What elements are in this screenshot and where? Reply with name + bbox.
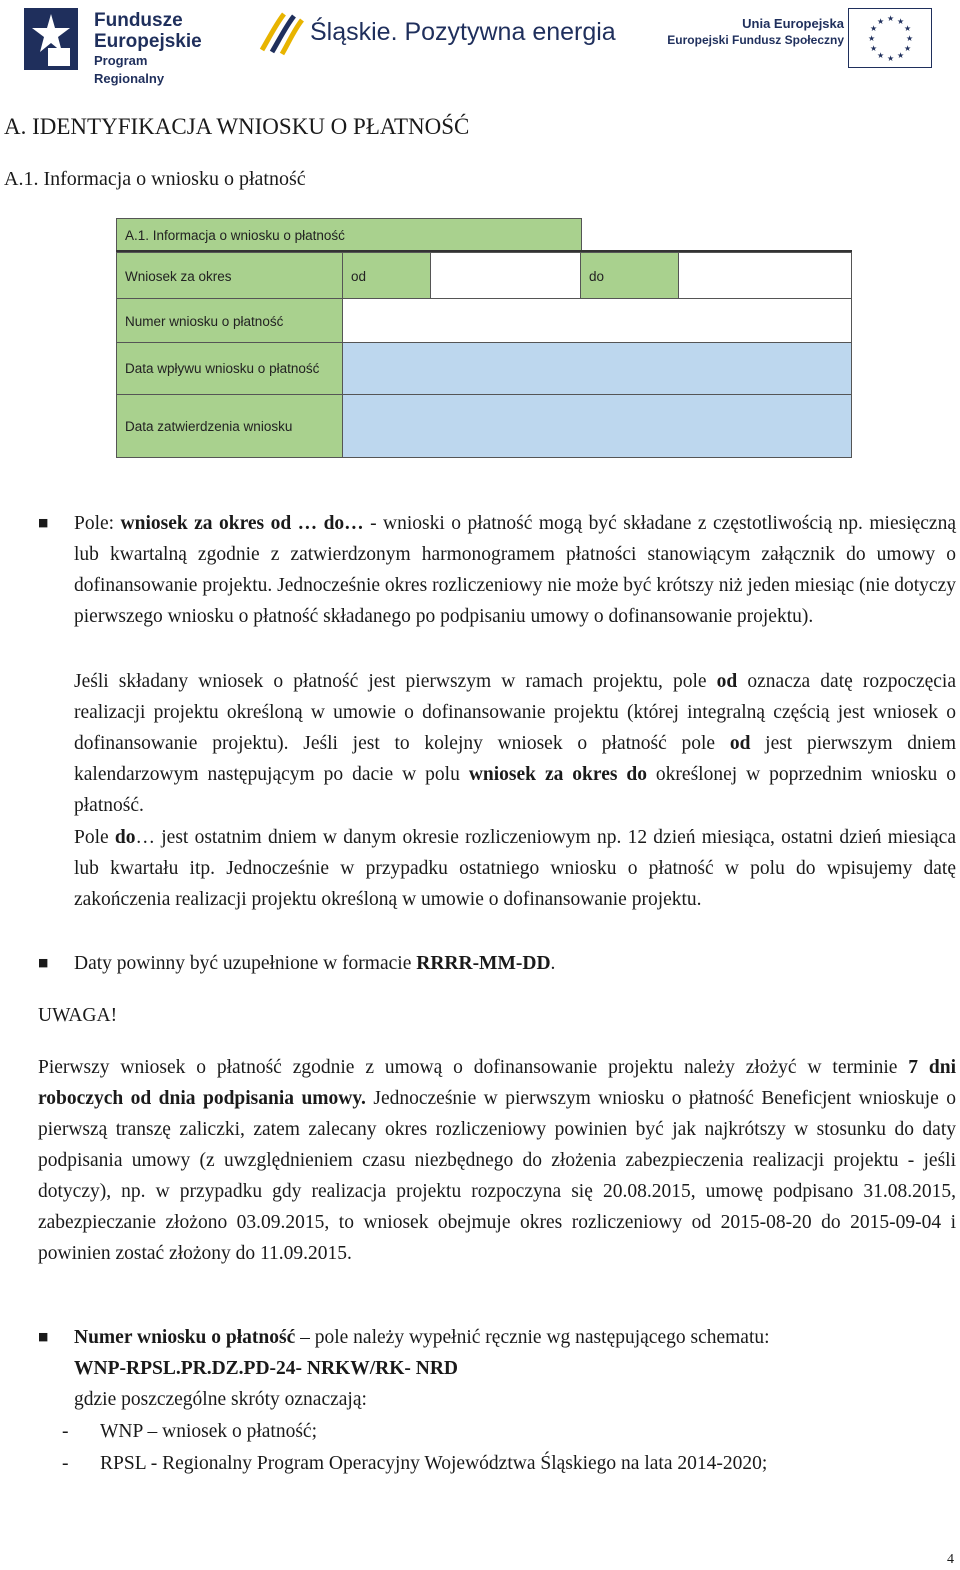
p2-d: określonej w poprzednim wniosku o płatność. [74,764,956,816]
bullet2-end: . [550,953,556,974]
warning-label: UWAGA! [38,1005,118,1026]
p2-od: od [716,671,738,692]
payment-info-form [116,218,852,458]
to-label: do [580,252,680,300]
bullet1-paragraph2 [74,666,956,821]
p2-a: Jeśli składany wniosek o płatność jest pierwszym w ramach projektu, pole [74,671,717,692]
payment-number-field[interactable] [342,298,852,344]
bullet1-bold: wniosek za okres od … do… [120,513,364,534]
bullet1-lead: Pole: [74,513,121,534]
svg-text:★: ★ [877,51,885,60]
received-date-field[interactable] [342,342,852,396]
bullet-square-icon: ■ [38,1330,49,1343]
abbrev-dash: - [62,1453,69,1474]
abbrev-dash: - [62,1421,69,1442]
period-from-field[interactable] [430,252,582,300]
svg-text:★: ★ [904,24,912,33]
eu-logo-line1: Unia Europejska [742,16,844,31]
from-label: od [342,252,432,300]
period-label: Wniosek za okres [116,252,344,300]
fundusze-europejskie-logo [20,4,220,86]
svg-text:★: ★ [887,54,895,63]
fe-star-icon [20,4,82,74]
slaskie-logo-text: Śląskie. Pozytywna energia [310,18,616,46]
svg-text:★: ★ [868,34,876,43]
svg-text:★: ★ [904,44,912,53]
fe-logo-line1: Fundusze [94,10,183,31]
p2-bold: wniosek za okres do [468,764,647,785]
bullet1-paragraph3 [74,822,956,915]
received-label: Data wpływu wniosku o płatność [116,342,344,396]
svg-text:★: ★ [897,51,905,60]
subsection-title: A.1. Informacja o wniosku o płatność [4,168,306,190]
bullet2-text: Daty powinny być uzupełnione w formacie [74,953,417,974]
warning-paragraph [38,1052,956,1269]
bullet1-rest: - wnioski o płatność mogą być składane z częstotliwością np. miesięczną lub kwartalną zgodnie z zatwierdzonym harmonogramem płatności stanowiącym załącznik do umowy o dofinansowanie projektu. Jednocześnie okres rozliczeniowy nie może być krótszy niż jeden miesiąc (nie dotyczy pierwszego wniosku o płatność składanego po podpisaniu umowy o dofinansowanie projektu). [74,513,956,627]
svg-text:★: ★ [897,17,905,26]
approved-label: Data zatwierdzenia wniosku [116,394,344,458]
page-number: 4 [947,1552,954,1567]
bullet3-paragraph [74,1322,956,1415]
svg-text:★: ★ [870,44,878,53]
bullet2-paragraph [74,948,956,979]
bullet1-paragraph [74,508,956,632]
period-to-field[interactable] [678,252,852,300]
bullet2-format: RRRR-MM-DD [416,953,551,974]
eu-logo [667,4,936,66]
warning-b: Jednocześnie w pierwszym wniosku o płatność Beneficjent wnioskuje o pierwszą transzę zaliczki, zatem zalecany okres rozliczeniowy powinien być jak najkrótszy w stosunku do daty podpisania umowy (z uwzględnieniem czasu niezbędnego do złożenia zabezpieczenia realizacji projektu - jeśli dotyczy), np. w przypadku gdy realizacja projektu rozpoczyna się 20.08.2015, umowę podpisano 31.08.2015, zabezpieczanie złożono 03.09.2015, to wniosek obejmuje okres rozliczeniowy od 2015-08-20 do 2015-09-04 i powinien zostać złożony do 11.09.2015. [38,1088,956,1264]
bullet3-text: – pole należy wypełnić ręcznie wg następującego schematu: [295,1327,770,1348]
p3-do: do [114,827,136,848]
p2-c: jest pierwszym dniem kalendarzowym następującym po dacie w polu [74,733,956,785]
fe-logo-line3: Program Regionalny [94,53,165,86]
warning-a: Pierwszy wniosek o płatność zgodnie z umową o dofinansowanie projektu należy złożyć w terminie [38,1057,909,1078]
bullet3-intro: gdzie poszczególne skróty oznaczają: [74,1389,367,1410]
approved-date-field[interactable] [342,394,852,458]
p2-b: oznacza datę rozpoczęcia realizacji projektu określoną w umowie o dofinansowanie projektu (której integralną częścią jest wniosek o dofinansowanie projektu). Jeśli jest to kolejny wniosek o płatność pole [74,671,956,754]
slaskie-logo [258,8,638,60]
slaskie-bars-icon [258,10,304,56]
bullet3-bold: Numer wniosku o płatność [74,1327,296,1348]
eu-logo-line2: Europejski Fundusz Społeczny [667,33,844,47]
svg-text:★: ★ [887,14,895,23]
p2-od2: od [729,733,751,754]
eu-flag-icon [848,8,932,68]
bullet-square-icon: ■ [38,956,49,969]
svg-text:★: ★ [906,34,914,43]
bullet-square-icon: ■ [38,516,49,529]
bullet3-schema: WNP-RPSL.PR.DZ.PD-24- NRKW/RK- NRD [74,1358,459,1379]
number-label: Numer wniosku o płatność [116,298,344,344]
p3-a: Pole [74,827,115,848]
abbrev-item-wnp: WNP – wniosek o płatność; [100,1421,318,1442]
form-title: A.1. Informacja o wniosku o płatność [116,218,582,252]
warning-bold: 7 dni roboczych od dnia podpisania umowy. [38,1057,956,1109]
p3-b: … jest ostatnim dniem w danym okresie rozliczeniowym np. 12 dzień miesiąca, ostatni dzień miesiąca lub kwartału itp. Jednocześnie w przypadku ostatniego wniosku o płatność w polu do wpisujemy datę zakończenia realizacji projektu określoną w umowie o dofinansowanie projektu. [74,827,956,910]
fe-logo-line2: Europejskie [94,31,202,52]
svg-text:★: ★ [877,17,885,26]
section-title: A. IDENTYFIKACJA WNIOSKU O PŁATNOŚĆ [4,114,470,139]
svg-text:★: ★ [870,24,878,33]
abbrev-item-rpsl: RPSL - Regionalny Program Operacyjny Województwa Śląskiego na lata 2014-2020; [100,1453,768,1474]
